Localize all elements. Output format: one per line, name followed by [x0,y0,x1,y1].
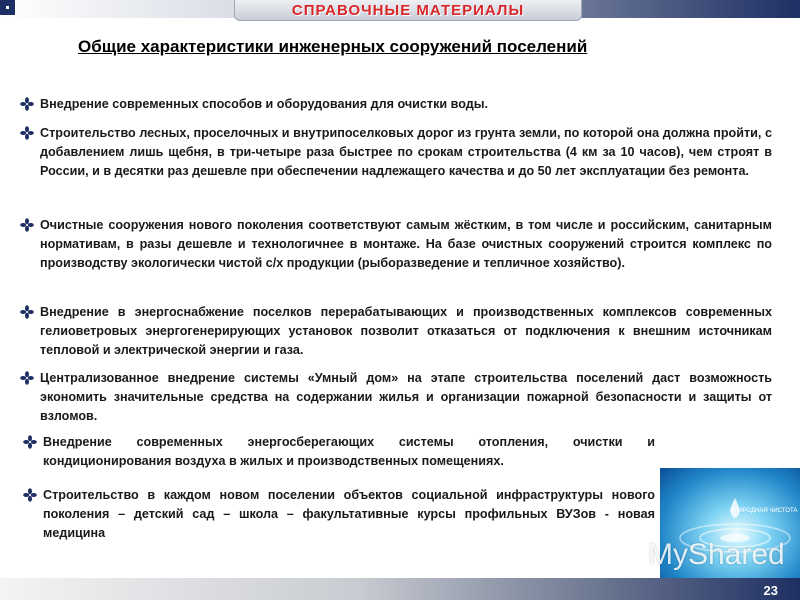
page-number: 23 [763,583,778,598]
bullet-text: Строительство в каждом новом поселении объектов социальной инфраструктуры нового поколения – детский сад – школа – факультативные курсы профильных ВУЗов - новая медицина [43,488,655,540]
diamond-bullet-icon [20,126,34,140]
menu-corner-icon[interactable] [0,0,15,15]
diamond-bullet-icon [23,435,37,449]
bottom-bar [0,578,800,600]
watermark-text: MyShared [648,538,785,571]
watermark [610,530,785,580]
bullet-item [40,124,772,181]
diamond-bullet-icon [20,218,34,232]
bullet-item [43,433,655,471]
presentation-icon [610,535,644,575]
bullet-item [40,216,772,273]
diamond-bullet-icon [20,97,34,111]
bullet-text: Внедрение современных энергосберегающих системы отопления, очистки и кондиционирования воздуха в жилых и производственных помещениях. [43,435,655,468]
bullet-text: Внедрение в энергоснабжение поселков перерабатывающих и производственных комплексов современных гелиоветровых энергогенерирующих установок позволит отказаться от подключения к внешним источникам тепловой и электрической энергии и газа. [40,305,772,357]
photo-label: ПРИРОДНАЯ ЧИСТОТА [730,508,798,514]
diamond-bullet-icon [23,488,37,502]
bullet-text: Централизованное внедрение системы «Умный дом» на этапе строительства поселений даст возможность экономить значительные средства на содержании жилья и организации пожарной безопасности и защиты от взломов. [40,371,772,423]
page-title: Общие характеристики инженерных сооружений поселений [78,37,588,56]
header-tab [234,0,582,21]
bullet-text: Очистные сооружения нового поколения соответствуют самым жёстким, в том числе и российским, санитарным нормативам, в разы дешевле и технологичнее в монтаже. На базе очистных сооружений строится комплекс по производству экологически чистой с/х продукции (рыборазведение и тепличное хозяйство). [40,218,772,270]
diamond-bullet-icon [20,305,34,319]
header-title: СПРАВОЧНЫЕ МАТЕРИАЛЫ [291,1,525,19]
bullet-item [40,369,772,426]
bullet-item [43,486,655,543]
bullet-item [40,95,740,114]
diamond-bullet-icon [20,371,34,385]
bullet-text: Строительство лесных, проселочных и внутрипоселковых дорог из грунта земли, по которой она должна пройти, с добавлением лишь щебня, в три-четыре раза быстрее по срокам строительства (4 км за 10 часов), чем строят в России, и в десятки раз дешевле при обеспечении надлежащего качества и до 50 лет эксплуатации без ремонта. [40,126,772,178]
bullet-item [40,303,772,360]
bullet-text: Внедрение современных способов и оборудования для очистки воды. [40,97,488,111]
